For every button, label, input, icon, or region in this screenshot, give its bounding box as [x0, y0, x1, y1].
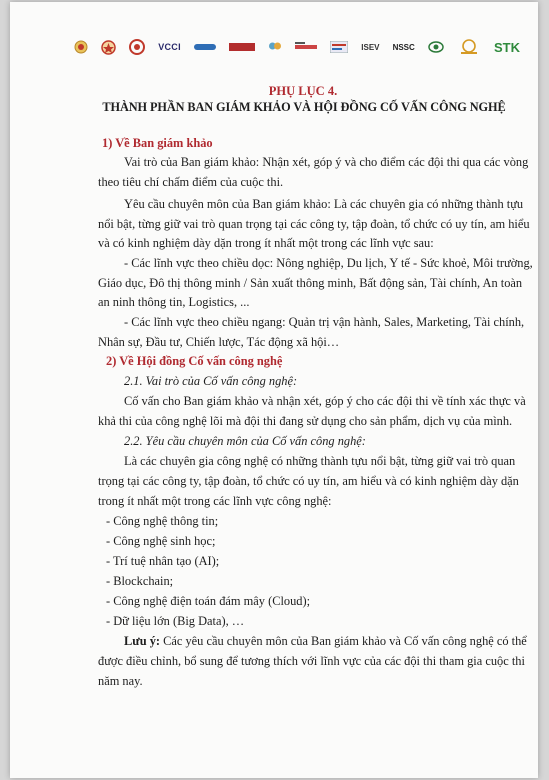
vertical-fields-line1: - Các lĩnh vực theo chiều dọc: Nông nghiệp, Du lịch, Y tế - Sức khoẻ, Môi trường, [124, 256, 533, 270]
eye-logo [428, 40, 444, 54]
tech-field-item: - Công nghệ sinh học; [106, 534, 216, 548]
note-line3: năm nay. [98, 674, 143, 688]
vcci-logo: VCCI [158, 42, 181, 52]
main-title: THÀNH PHẦN BAN GIÁM KHẢO VÀ HỘI ĐỒNG CỐ VẤN CÔNG NGHỆ [102, 100, 506, 114]
section1-expert-line1: Yêu cầu chuyên môn của Ban giám khảo: Là các chuyên gia có những thành tựu [124, 197, 524, 211]
section2-heading: 2) Về Hội đồng Cố vấn công nghệ [106, 354, 283, 368]
stk-logo: STK [493, 39, 520, 55]
nssc-logo: NSSC [392, 42, 415, 52]
tech-field-item: - Trí tuệ nhân tạo (AI); [106, 554, 220, 568]
butterfly-logo [268, 40, 282, 54]
section1-expert-line2: nổi bật, từng giữ vai trò quan trọng tại các công ty, tập đoàn, tổ chức có uy tín, am hiểu [98, 217, 530, 231]
note-line2: được điều chỉnh, bổ sung để tương thích với lĩnh vực của các đội thi tham gia cuộc thi [98, 654, 525, 668]
tech-field-item: - Công nghệ điện toán đám mây (Cloud); [106, 594, 311, 608]
blue-logo [194, 42, 216, 52]
section1-role-line1: Vai trò của Ban giám khảo: Nhận xét, góp ý và cho điểm các đội thi qua các vòng [124, 155, 529, 169]
tech-field-item: - Công nghệ thông tin; [106, 514, 219, 528]
vertical-fields-line3: an ninh thông tin, Logistics, ... [98, 295, 250, 309]
section2-sub2: 2.2. Yêu cầu chuyên môn của Cố vấn công nghệ: [124, 434, 366, 448]
emblem-logo [74, 40, 88, 54]
red-banner-logo [229, 43, 255, 51]
section2-role-line2: khả thi của công nghệ lõi mà đội thi đang sử dụng cho sản phẩm, dịch vụ của mình. [98, 414, 513, 428]
section2-expert-line2: trọng tại các công ty, tập đoàn, tổ chức có uy tín, am hiểu và có kinh nghiệm dày dặn [98, 474, 519, 488]
wreath-logo [457, 39, 481, 55]
section1-heading: 1) Về Ban giám khảo [102, 136, 213, 150]
vertical-fields-line2: Giáo dục, Đô thị thông minh / Sản xuất thông minh, Bất động sản, Tài chính, An toàn [98, 276, 523, 290]
section1-role-line2: theo tiêu chí chấm điểm của cuộc thi. [98, 175, 284, 189]
section2-role-line1: Cố vấn cho Ban giám khảo và nhận xét, góp ý cho các đội thi về tính xác thực và [124, 394, 526, 408]
note-label: Lưu ý: [124, 634, 161, 648]
seal-logo [101, 40, 116, 55]
small-text-logo [295, 42, 317, 52]
tech-field-item: - Blockchain; [106, 574, 174, 588]
section1-expert-line3: và có kinh nghiệm dày dặn trong ít nhất một trong các lĩnh vực sau: [98, 236, 434, 250]
sponsor-logo-strip [74, 36, 520, 58]
isev-logo: ISEV [361, 42, 380, 52]
flag-logo [330, 41, 348, 53]
horizontal-fields-line1: - Các lĩnh vực theo chiều ngang: Quản trị vận hành, Sales, Marketing, Tài chính, [124, 315, 525, 329]
note-text: Các yêu cầu chuyên môn của Ban giám khảo và Cố vấn công nghệ có thể [160, 634, 527, 648]
document-page [10, 2, 538, 778]
horizontal-fields-line2: Nhân sự, Đầu tư, Chiến lược, Tác động xã hội… [98, 335, 340, 349]
section2-expert-line1: Là các chuyên gia công nghệ có những thành tựu nổi bật, từng giữ vai trò quan [124, 454, 516, 468]
note-line1 [124, 632, 527, 652]
red-circle-logo [129, 39, 145, 55]
appendix-title: PHỤ LỤC 4. [268, 84, 338, 98]
section2-sub1: 2.1. Vai trò của Cố vấn công nghệ: [124, 374, 298, 388]
tech-field-item: - Dữ liệu lớn (Big Data), … [106, 614, 245, 628]
section2-expert-line3: trong ít nhất một trong các lĩnh vực công nghệ: [98, 494, 332, 508]
